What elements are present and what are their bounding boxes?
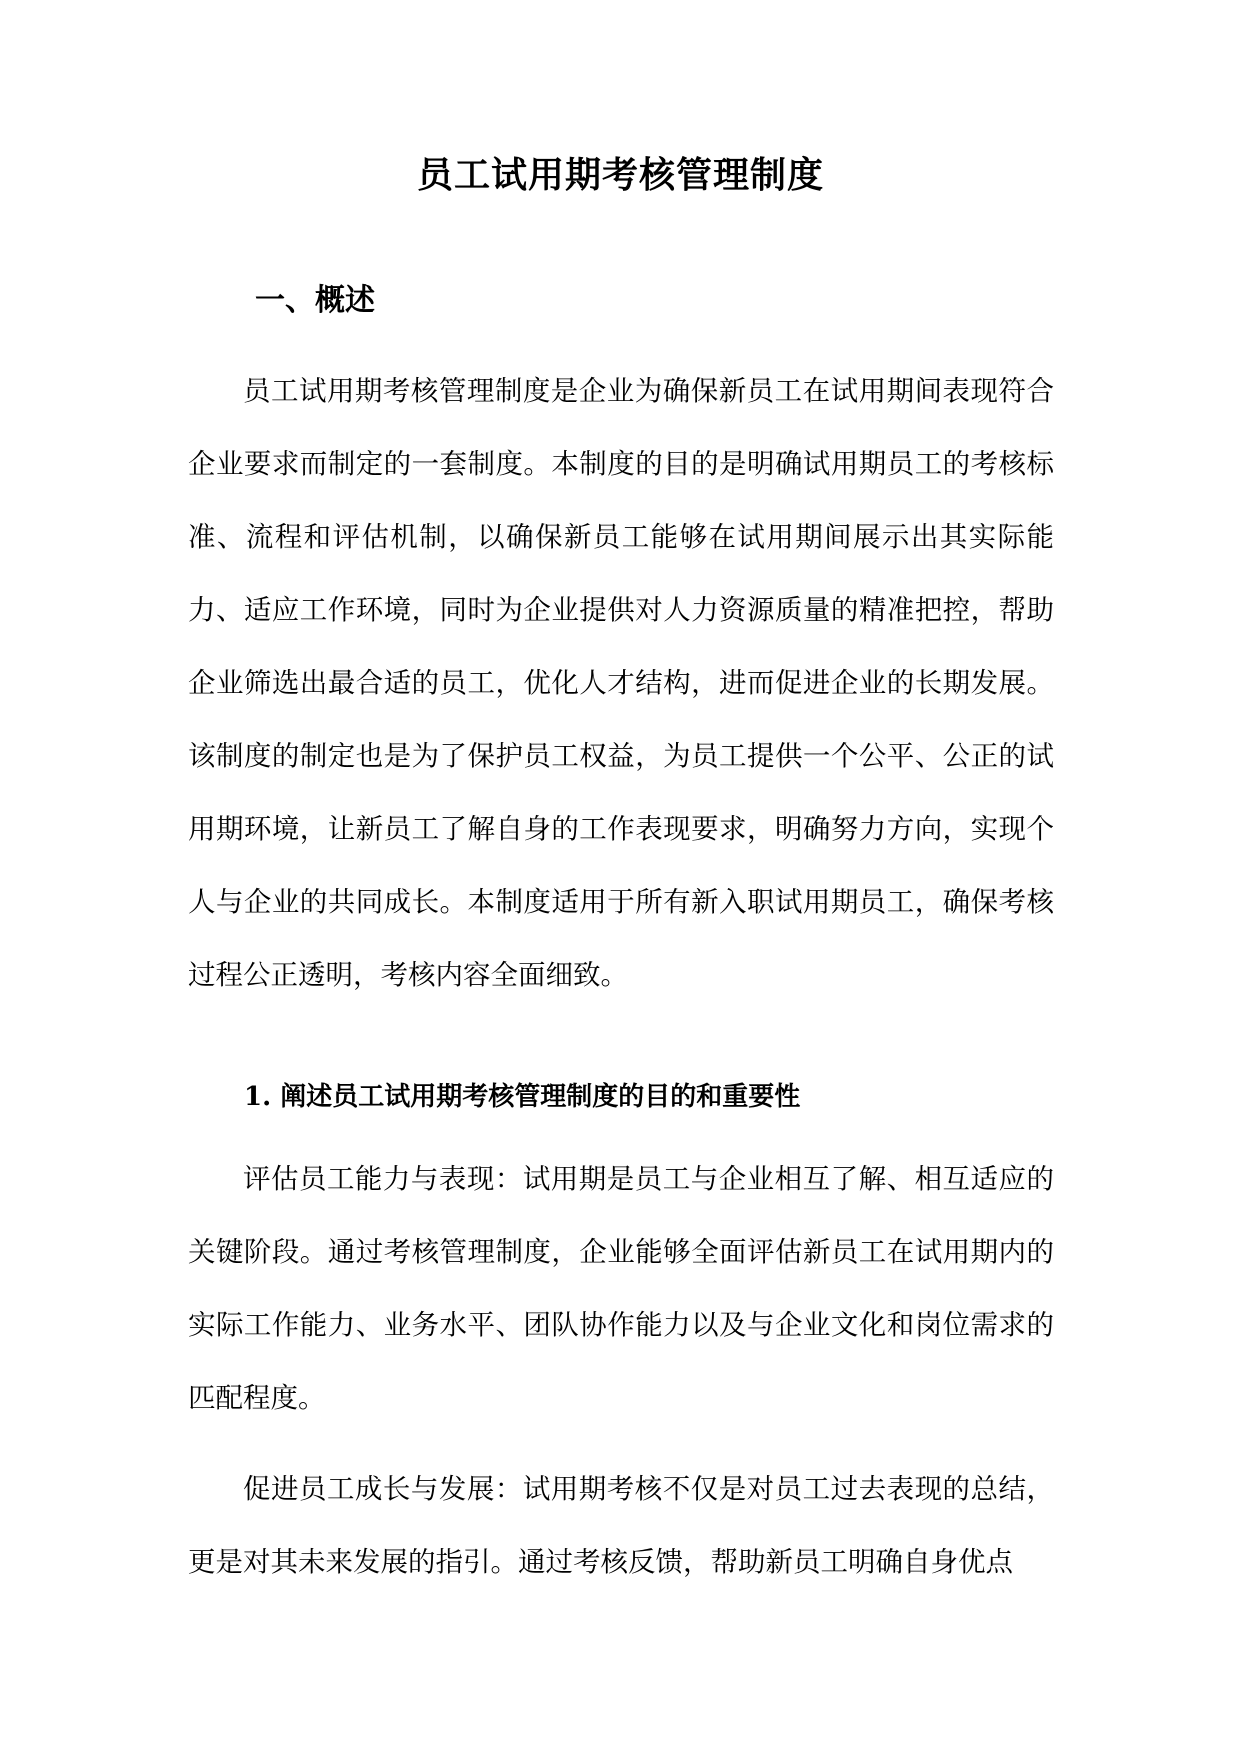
section-heading-overview: 一、概述 [255, 283, 375, 318]
purpose-paragraph-growth: 促进员工成长与发展：试用期考核不仅是对员工过去表现的总结，更是对其未来发展的指引。通过考核反馈，帮助新员工明确自身优点 [188, 1473, 1054, 1578]
overview-paragraph: 员工试用期考核管理制度是企业为确保新员工在试用期间表现符合企业要求而制定的一套制度。本制度的目的是明确试用期员工的考核标准、流程和评估机制，以确保新员工能够在试用期间展示出其实际能力、适应工作环境，同时为企业提供对人力资源质量的精准把控，帮助企业筛选出最合适的员工，优化人才结构，进而促进企业的长期发展。该制度的制定也是为了保护员工权益，为员工提供一个公平、公正的试用期环境，让新员工了解自身的工作表现要求，明确努力方向，实现个人与企业的共同成长。本制度适用于所有新入职试用期员工，确保考核过程公正透明，考核内容全面细致。 [188, 375, 1054, 991]
subsection-heading-purpose: 1. 阐述员工试用期考核管理制度的目的和重要性 [244, 1082, 801, 1112]
document-title: 员工试用期考核管理制度 [416, 154, 824, 196]
purpose-paragraph-evaluate: 评估员工能力与表现：试用期是员工与企业相互了解、相互适应的关键阶段。通过考核管理制度，企业能够全面评估新员工在试用期内的实际工作能力、业务水平、团队协作能力以及与企业文化和岗位需求的匹配程度。 [188, 1163, 1054, 1414]
